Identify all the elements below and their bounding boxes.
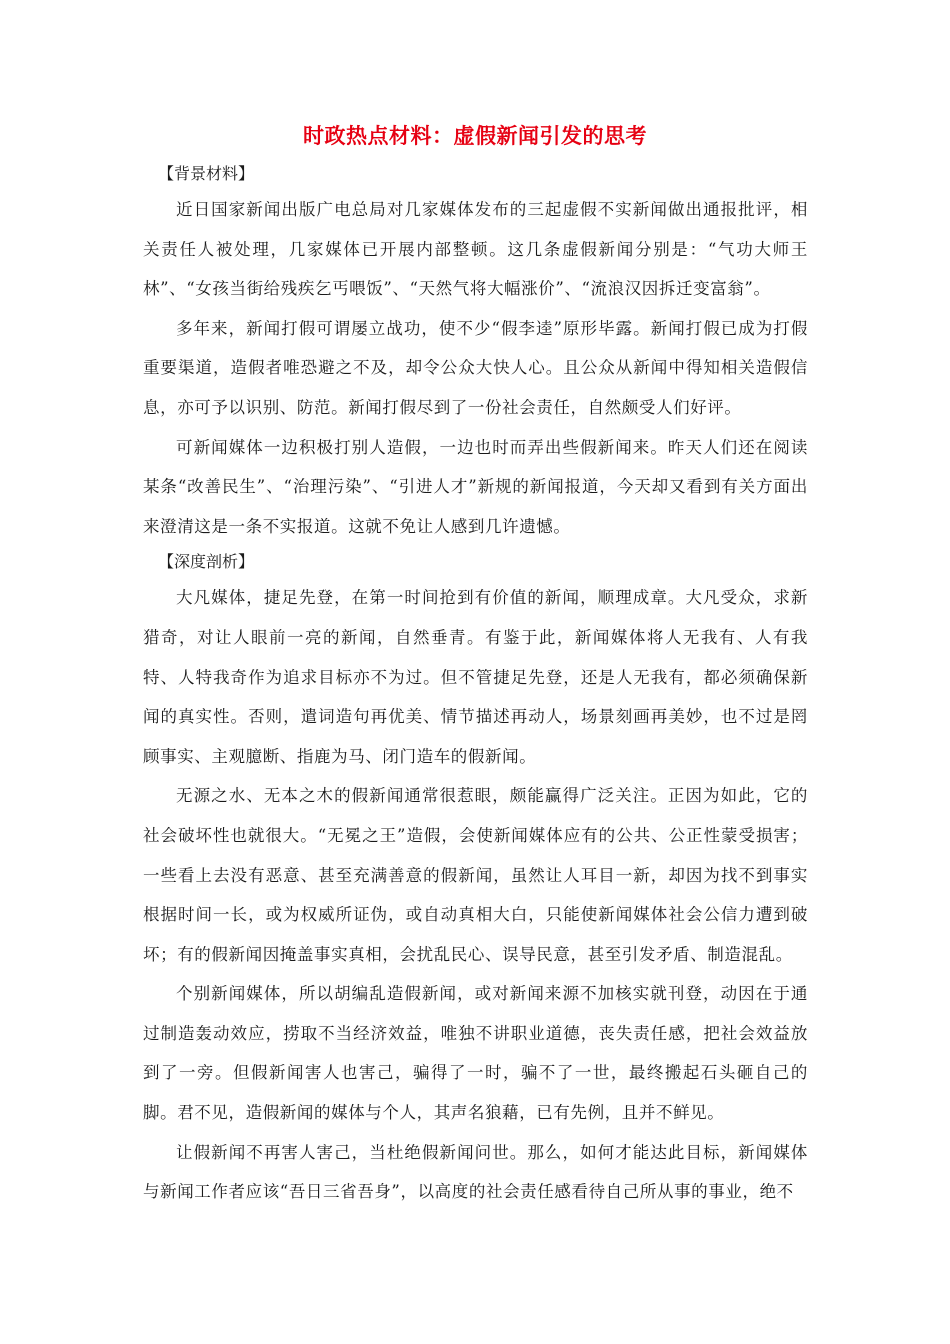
paragraph: 无源之水、无本之木的假新闻通常很惹眼，颇能赢得广泛关注。正因为如此，它的社会破坏性也就很大。“无冕之王”造假，会使新闻媒体应有的公共、公正性蒙受损害；一些看上去没有恶意、甚至充满善意的假新闻，虽然让人耳目一新，却因为找不到事实根据时间一长，或为权威所证伪，或自动真相大白，只能使新闻媒体社会公信力遭到破坏；有的假新闻因掩盖事实真相，会扰乱民心、误导民意，甚至引发矛盾、制造混乱。 [143,786,808,964]
paragraph: 个别新闻媒体，所以胡编乱造假新闻，或对新闻来源不加核实就刊登，动因在于通过制造轰动效应，捞取不当经济效益，唯独不讲职业道德，丧失责任感，把社会效益放到了一旁。但假新闻害人也害己，骗得了一时，骗不了一世，最终搬起石头砸自己的脚。君不见，造假新闻的媒体与个人，其声名狼藉，已有先例，且并不鲜见。 [143,984,808,1123]
paragraph: 大凡媒体，捷足先登，在第一时间抢到有价值的新闻，顺理成章。大凡受众，求新猎奇，对让人眼前一亮的新闻，自然垂青。有鉴于此，新闻媒体将人无我有、人有我特、人特我奇作为追求目标亦不为过。但不管捷足先登，还是人无我有，都必须确保新闻的真实性。否则，遣词造句再优美、情节描述再动人，场景刻画再美妙，也不过是罔顾事实、主观臆断、指鹿为马、闭门造车的假新闻。 [143,588,808,766]
paragraph: 多年来，新闻打假可谓屡立战功，使不少“假李逵”原形毕露。新闻打假已成为打假重要渠道，造假者唯恐避之不及，却令公众大快人心。且公众从新闻中得知相关造假信息，亦可予以识别、防范。新闻打假尽到了一份社会责任，自然颇受人们好评。 [143,318,808,417]
section-heading: 【背景材料】 [158,164,255,183]
section-heading: 【深度剖析】 [158,552,255,572]
document-body [143,158,808,1212]
paragraph: 可新闻媒体一边积极打别人造假，一边也时而弄出些假新闻来。昨天人们还在阅读某条“改善民生”、“治理污染”、“引进人才”新规的新闻报道，今天却又看到有关方面出来澄清这是一条不实报道。这就不免让人感到几许遗憾。 [143,437,808,536]
paragraph: 近日国家新闻出版广电总局对几家媒体发布的三起虚假不实新闻做出通报批评，相关责任人被处理，几家媒体已开展内部整顿。这几条虚假新闻分别是：“气功大师王林”、“女孩当街给残疾乞丐喂饭”、“天然气将大幅涨价”、“流浪汉因拆迁变富翁”。 [143,200,808,299]
section-analysis [143,546,808,1212]
page-title: 时政热点材料：虚假新闻引发的思考 [303,124,647,148]
paragraph: 让假新闻不再害人害己，当杜绝假新闻问世。那么，如何才能达此目标，新闻媒体与新闻工作者应该“吾日三省吾身”，以高度的社会责任感看待自己所从事的事业，绝不 [143,1142,808,1202]
section-background [143,158,808,546]
